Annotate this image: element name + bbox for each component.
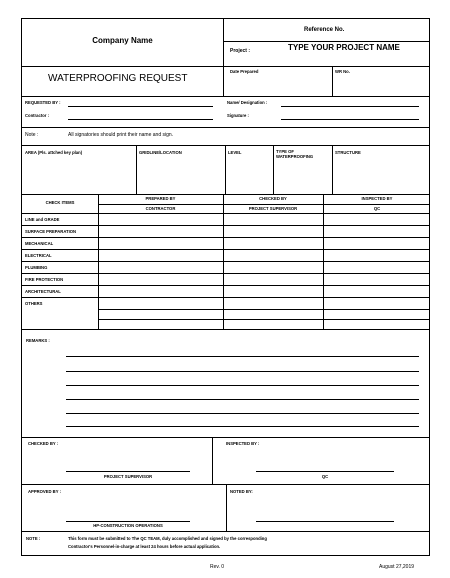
bottom-note-label: NOTE : <box>26 536 41 541</box>
remarks-line[interactable] <box>66 413 419 414</box>
inspected-by-header: INSPECTED BY <box>361 196 393 201</box>
noted-by-label: NOTED BY: <box>230 489 253 494</box>
remarks-label: REMARKS : <box>26 338 50 343</box>
remarks-line[interactable] <box>66 371 419 372</box>
inspected-by-sub: QC <box>373 206 381 211</box>
type-of-waterproofing-label: TYPE OF WATERPROOFING <box>276 149 314 160</box>
check-item-row: LINE and GRADE <box>25 217 60 222</box>
prepared-by-header: PREPARED BY <box>145 196 176 201</box>
check-item-row: ARCHITECTURAL <box>25 289 61 294</box>
remarks-line[interactable] <box>66 385 419 386</box>
date-prepared-label: Date Prepared <box>230 69 259 74</box>
project-supervisor-caption: PROJECT SUPERVISOR <box>103 474 153 479</box>
noted-by-signature-line[interactable] <box>256 521 394 522</box>
inspected-by-signature-line[interactable] <box>256 471 394 472</box>
contractor-field[interactable] <box>68 119 213 120</box>
check-item-row: ELECTRICAL <box>25 253 52 258</box>
reference-label: Reference No. <box>304 27 345 33</box>
footer-date: August 27,2019 <box>379 564 415 570</box>
operations-caption: HP-CONSTRUCTION OPERATIONS <box>93 523 163 528</box>
revision-label: Rev. 0 <box>210 564 225 570</box>
company-name: Company Name <box>92 36 153 45</box>
check-item-row: PLUMBING <box>25 265 48 270</box>
wr-no-label: WR No. <box>335 69 350 74</box>
approved-by-label: APPROVED BY : <box>28 489 61 494</box>
bottom-note-line2: Contractor's Personnel-in-charge at least 24 hours before actual application. <box>68 544 221 549</box>
waterproofing-request-form <box>21 18 430 556</box>
signature-field[interactable] <box>281 119 419 120</box>
check-item-row: OTHERS <box>25 301 43 306</box>
project-value[interactable]: TYPE YOUR PROJECT NAME <box>288 43 400 52</box>
note-label: Note : <box>25 132 39 138</box>
check-item-row: SURFACE PREPARATION <box>25 229 77 234</box>
qc-caption: QC <box>321 474 329 479</box>
remarks-line[interactable] <box>66 399 419 400</box>
level-label: LEVEL <box>228 150 242 155</box>
note-text: All signatories should print their name and sign. <box>68 132 174 138</box>
signature-label: Signature : <box>227 113 249 118</box>
check-item-row: MECHANICAL <box>25 241 54 246</box>
requested-by-field[interactable] <box>68 106 213 107</box>
checked-by-sub: PROJECT SUPERVISOR <box>248 206 298 211</box>
project-label: Project : <box>230 48 251 54</box>
inspected-by-signoff-label: INSPECTED BY : <box>226 441 260 446</box>
structure-label: STRUCTURE <box>335 150 361 155</box>
requested-by-label: REQUESTED BY : <box>25 100 61 105</box>
bottom-note-line1: This form must be submitted to The QC TEAM, duly accomplished and signed by the corresponding <box>68 536 267 541</box>
name-designation-field[interactable] <box>281 106 419 107</box>
checked-by-header: CHECKED BY <box>259 196 287 201</box>
checked-by-signature-line[interactable] <box>66 471 190 472</box>
check-items-header: CHECK ITEMS <box>45 200 75 205</box>
checked-by-signoff-label: CHECKED BY : <box>28 441 59 446</box>
name-designation-label: Name/ Designation : <box>227 100 268 105</box>
header-divider <box>223 19 224 66</box>
contractor-label: Contractor : <box>25 113 49 118</box>
check-item-row: FIRE PROTECTION <box>25 277 64 282</box>
area-label: AREA (Pls. attched key plan) <box>25 150 83 155</box>
remarks-line[interactable] <box>66 356 419 357</box>
gridline-label: GRIDLINE/LOCATION <box>139 150 182 155</box>
form-title: WATERPROOFING REQUEST <box>48 73 188 84</box>
approved-by-signature-line[interactable] <box>66 521 190 522</box>
remarks-line[interactable] <box>66 426 419 427</box>
prepared-by-sub: CONTRACTOR <box>145 206 176 211</box>
